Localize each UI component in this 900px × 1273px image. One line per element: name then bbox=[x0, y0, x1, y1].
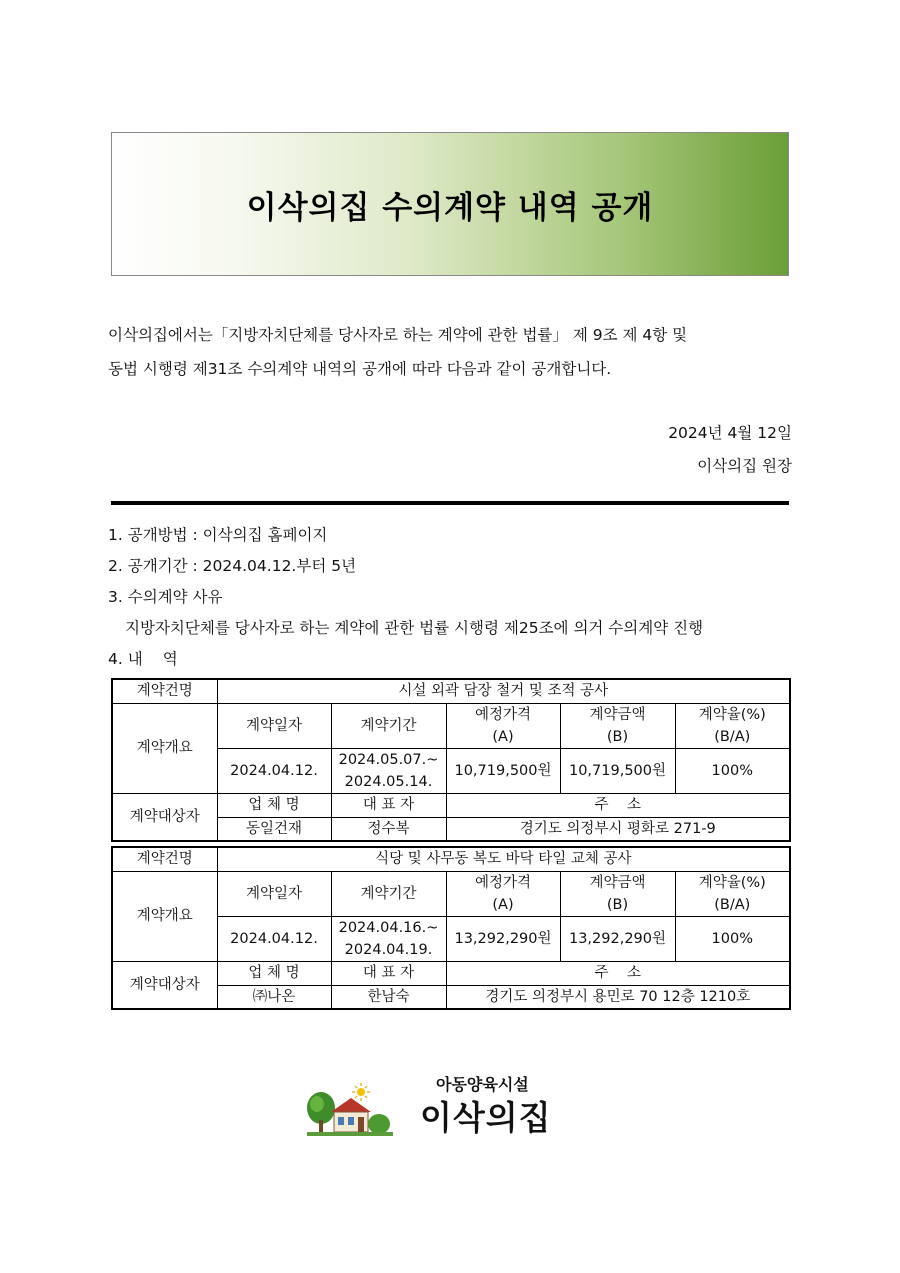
contract-period-end: 2024.04.19. bbox=[344, 941, 433, 958]
label-contract-rate bbox=[675, 871, 790, 916]
org-name: 이삭의집 bbox=[420, 1098, 552, 1137]
contract-period-start: 2024.04.16.~ bbox=[338, 919, 439, 936]
contract-table-1 bbox=[111, 678, 791, 842]
company-address: 경기도 의정부시 용민로 70 12층 1210호 bbox=[446, 985, 790, 1009]
label-address: 주 소 bbox=[446, 793, 790, 817]
label-estimated-price-line2: (A) bbox=[492, 728, 514, 745]
section-divider bbox=[111, 501, 789, 505]
label-representative: 대 표 자 bbox=[331, 961, 446, 985]
title-banner bbox=[111, 132, 789, 276]
house-tree-sun-logo-icon bbox=[305, 1080, 395, 1140]
item-contract-reason-detail: 지방자치단체를 당사자로 하는 계약에 관한 법률 시행령 제25조에 의거 수의계약 진행 bbox=[125, 619, 704, 637]
contract-date: 2024.04.12. bbox=[217, 916, 331, 961]
item-disclosure-period: 2. 공개기간 : 2024.04.12.부터 5년 bbox=[108, 557, 357, 575]
label-contract-amount-line1: 계약금액 bbox=[589, 874, 646, 891]
contract-rate: 100% bbox=[675, 916, 790, 961]
label-company: 업 체 명 bbox=[217, 793, 331, 817]
item-details-heading bbox=[108, 644, 808, 675]
representative-name: 한남숙 bbox=[331, 985, 446, 1009]
contract-table-2 bbox=[111, 846, 791, 1010]
contract-period-start: 2024.05.07.~ bbox=[338, 751, 439, 768]
label-contract-period: 계약기간 bbox=[331, 871, 446, 916]
contract-period bbox=[331, 916, 446, 961]
disclosure-items bbox=[108, 520, 808, 675]
estimated-price: 10,719,500원 bbox=[446, 748, 560, 793]
estimated-price: 13,292,290원 bbox=[446, 916, 560, 961]
intro-paragraph bbox=[108, 318, 808, 386]
label-contract-amount bbox=[560, 871, 675, 916]
label-contract-rate-line1: 계약율(%) bbox=[698, 874, 766, 891]
contract-name: 시설 외곽 담장 철거 및 조적 공사 bbox=[217, 679, 790, 703]
label-estimated-price-line2: (A) bbox=[492, 896, 514, 913]
label-contract-rate-line1: 계약율(%) bbox=[698, 706, 766, 723]
contract-period-end: 2024.05.14. bbox=[344, 773, 433, 790]
contract-amount: 10,719,500원 bbox=[560, 748, 675, 793]
label-contract-rate bbox=[675, 703, 790, 748]
contract-date: 2024.04.12. bbox=[217, 748, 331, 793]
label-contract-period: 계약기간 bbox=[331, 703, 446, 748]
org-type: 아동양육시설 bbox=[436, 1075, 529, 1094]
company-address: 경기도 의정부시 평화로 271-9 bbox=[446, 817, 790, 841]
label-company: 업 체 명 bbox=[217, 961, 331, 985]
label-contract-amount-line2: (B) bbox=[606, 728, 629, 745]
label-contract-amount-line2: (B) bbox=[606, 896, 629, 913]
label-contract-party: 계약대상자 bbox=[112, 793, 217, 841]
intro-line-2: 동법 시행령 제31조 수의계약 내역의 공개에 따라 다음과 같이 공개합니다. bbox=[108, 360, 612, 378]
label-contract-rate-line2: (B/A) bbox=[714, 896, 751, 913]
label-estimated-price-line1: 예정가격 bbox=[474, 706, 532, 723]
label-estimated-price-line1: 예정가격 bbox=[474, 874, 532, 891]
label-contract-name: 계약건명 bbox=[112, 679, 217, 703]
contract-name: 식당 및 사무동 복도 바닥 타일 교체 공사 bbox=[217, 847, 790, 871]
contract-rate: 100% bbox=[675, 748, 790, 793]
label-contract-amount bbox=[560, 703, 675, 748]
item-details-label: 내역 bbox=[127, 650, 198, 668]
representative-name: 정수복 bbox=[331, 817, 446, 841]
label-contract-overview: 계약개요 bbox=[112, 871, 217, 961]
signer: 이삭의집 원장 bbox=[697, 457, 792, 475]
label-estimated-price bbox=[446, 703, 560, 748]
date-signature-block bbox=[668, 417, 792, 483]
company-name: 동일건재 bbox=[217, 817, 331, 841]
label-contract-date: 계약일자 bbox=[217, 871, 331, 916]
label-contract-party: 계약대상자 bbox=[112, 961, 217, 1009]
company-name: ㈜나온 bbox=[217, 985, 331, 1009]
page-title: 이삭의집 수의계약 내역 공개 bbox=[246, 189, 654, 226]
item-disclosure-method: 1. 공개방법 : 이삭의집 홈페이지 bbox=[108, 526, 328, 544]
label-contract-name: 계약건명 bbox=[112, 847, 217, 871]
item-number: 4. bbox=[108, 650, 128, 668]
document-date: 2024년 4월 12일 bbox=[668, 424, 792, 442]
label-contract-overview: 계약개요 bbox=[112, 703, 217, 793]
label-contract-rate-line2: (B/A) bbox=[714, 728, 751, 745]
label-estimated-price bbox=[446, 871, 560, 916]
label-representative: 대 표 자 bbox=[331, 793, 446, 817]
contract-period bbox=[331, 748, 446, 793]
label-contract-amount-line1: 계약금액 bbox=[589, 706, 646, 723]
label-contract-date: 계약일자 bbox=[217, 703, 331, 748]
item-contract-reason: 3. 수의계약 사유 bbox=[108, 588, 223, 606]
intro-line-1: 이삭의집에서는「지방자치단체를 당사자로 하는 계약에 관한 법률」 제 9조 제 4항 및 bbox=[108, 326, 688, 344]
label-address: 주 소 bbox=[446, 961, 790, 985]
contract-amount: 13,292,290원 bbox=[560, 916, 675, 961]
